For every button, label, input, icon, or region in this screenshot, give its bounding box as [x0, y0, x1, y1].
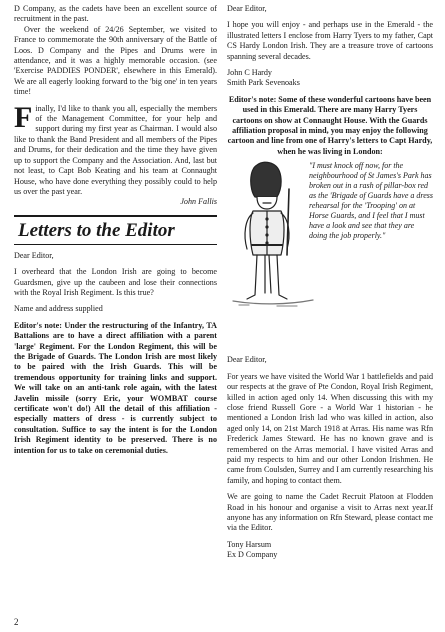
section-title: Letters to the Editor — [14, 215, 217, 245]
thanks-paragraph — [14, 100, 217, 198]
letter-body-3: For years we have visited the World War 1 battlefields and paid our respects at the grave of Pte Condon, Royal Irish Regiment, killed in action aged only 14. When discussing this with my close friend Russell Gore - a World War 1 historian - he mentioned a London Irish lad who was killed in action, also aged only 14, on 21st March 1918 at Arras. His name was Rfn Frederick James Steward. He has no known grave and is remembered on the Arras memorial. I have visited Arras and paid my respects to him and our other London Irishmen. He came from Coulsden, Surrey and I am currently researching his family, and hoping to contact them. — [227, 371, 433, 485]
letter-body: I overheard that the London Irish are going to become Guardsmen, give up the caubeen and lose their connections with the Royal Irish Regiment. Is this true? — [14, 267, 217, 297]
letter-greeting-3: Dear Editor, — [227, 355, 267, 365]
letter-signature-3b: Ex D Company — [227, 550, 278, 560]
letter-greeting: Dear Editor, — [14, 250, 54, 260]
letter-signature: Name and address supplied — [14, 304, 103, 314]
drop-cap: F — [14, 100, 33, 134]
intro-paragraph: D Company, as the cadets have been an excellent source of recruitment in the past. — [14, 4, 217, 24]
letter-signature-3a: Tony Harsum — [227, 539, 272, 549]
letter-greeting-2: Dear Editor, — [227, 4, 267, 13]
signoff: John Fallis — [180, 197, 217, 207]
editor-note-2: Editor's note: Some of these wonderful cartoons have been used in this Emerald. There are many Harry Tyers cartoons on show at Connaught House. With the Guards affiliation proposal in mind, you may enjoy the following cartoon and line from one of Harry's letters to Capt Hardy, when he was living in London: — [227, 94, 433, 156]
letter-body-3b: We are going to name the Cadet Recruit Platoon at Flodden Road in his honour and organise a visit to Arras next year.If anyone has any information on Rfn Steward, please contact me via the Editor. — [227, 492, 433, 533]
letter-body-2: I hope you will enjoy - and perhaps use in the Emerald - the illustrated letters I enclose from Harry Tyers to my father, Capt CS Hardy London Irish. They are a treasure trove of cartoons spanning several decades. — [227, 20, 433, 61]
guardsman-cartoon-icon — [227, 159, 319, 309]
letter-signature-2a: John C Hardy — [227, 68, 272, 78]
cartoon-caption: "I must knock off now, for the neighbourhood of St James's Park has broken out in a rash of pillar-box red as the 'Brigade of Guards have a dress rehearsal for the 'Trooping' on at Horse Guards, and I feel that I must have a look and see that they are doing the job properly." — [309, 161, 433, 241]
left-column — [14, 4, 217, 456]
thanks-text: inally, I'd like to thank you all, especially the members of the Management Committee, for your help and support during my first year as Chairman. I would also like to thank the Band President and all members of the Pipes and Drums, for their dedication and the time they have given up to support the Company and the Association. And, last but not least, to Capt Bob Keating and his team at Connaught House, who have done everything they possibly could to help us over the past year. — [14, 103, 217, 196]
page-number: 2 — [14, 617, 19, 627]
cartoon-block — [227, 159, 433, 355]
letter-signature-2b: Smith Park Sevenoaks — [227, 78, 300, 88]
right-column — [227, 4, 433, 561]
editor-note: Editor's note: Under the restructuring of the Infantry, TA Battalions are to have a direct affiliation with a parent 'large' Regiment. For the London Regiment, this will be the Brigade of Guards. The London Irish are most likely to be paired with the Irish Guards. This will be tremendous opportunity for training links and support. We will take on an anti-tank role again, with the latest Javelin missile (sorry Eric, your WOMBAT course certificate won't do!) All the detail of this affiliation - especially matters of dress - is currently subject to consultation. Suffice to say the intent is for the London Irish Regiment identity to be preserved. There is no intention for us to take on ceremonial duties. — [14, 320, 217, 455]
loos-paragraph: Over the weekend of 24/26 September, we visited to France to commemorate the 90th anniversary of the Battle of Loos. D Company and the Pipes and Drums were in attendance, and it was a highly memorable occasion. (see 'Exercise PADDIES PONDER', elsewhere in this Emerald). We are all eagerly looking forward to the 'big one' in ten years time! — [14, 24, 217, 97]
